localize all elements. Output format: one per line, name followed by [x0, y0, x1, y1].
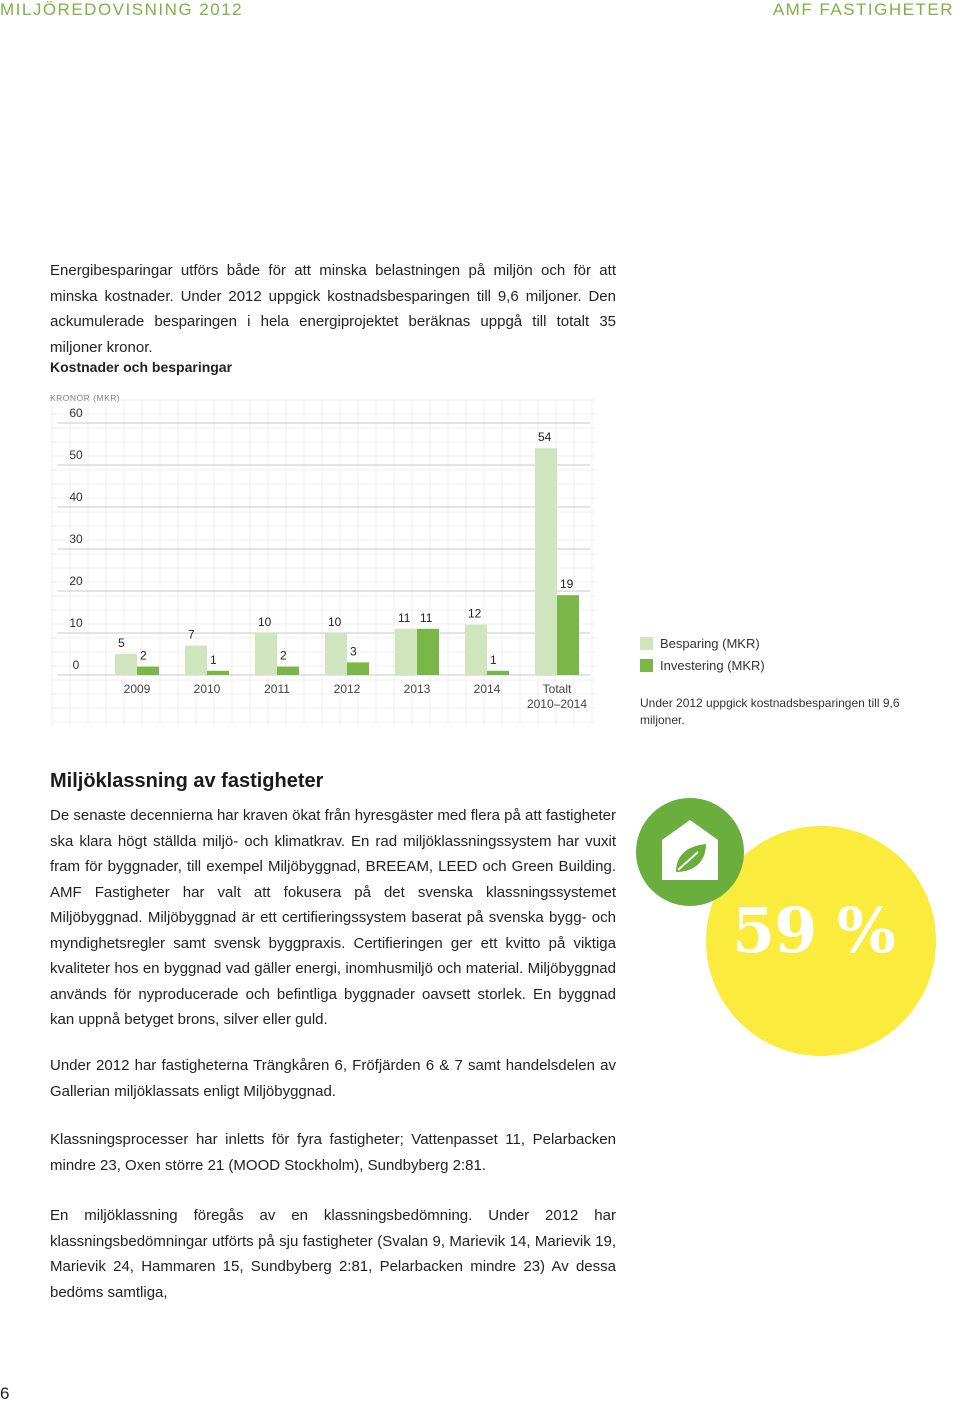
- certification-badge: [636, 798, 936, 1038]
- report-title-header: MILJÖREDOVISNING 2012: [0, 0, 244, 19]
- x-tick-label: Totalt: [542, 682, 572, 696]
- x-tick-label: 2012: [333, 682, 361, 696]
- data-label: 11: [420, 610, 433, 625]
- legend-item-besparing: [640, 632, 765, 654]
- data-label: 12: [468, 606, 482, 621]
- paragraph-classified-text: Under 2012 har fastigheterna Trängkåren 6, Fröfjärden 6 & 7 samt handelsdelen av Gallerian miljöklassats enligt Miljöbyggnad.: [50, 1057, 616, 1100]
- legend-item-investering: [640, 654, 765, 676]
- paragraph-assessment: [50, 1203, 616, 1305]
- data-label: 10: [258, 615, 272, 629]
- data-label: 2: [280, 648, 287, 663]
- bar-besparing: [535, 448, 557, 675]
- y-tick-label: 30: [69, 532, 83, 546]
- chart-title: Kostnader och besparingar: [50, 359, 233, 375]
- page-number: 6: [0, 1384, 10, 1403]
- company-name-header: AMF FASTIGHETER: [772, 0, 954, 19]
- y-tick-label: 0: [72, 658, 80, 672]
- paragraph-processes: [50, 1127, 616, 1178]
- bar-investering: [207, 671, 229, 675]
- bar-investering: [277, 667, 299, 675]
- x-tick-label: 2010: [193, 682, 221, 696]
- data-label: 54: [538, 430, 552, 445]
- intro-text: Energibesparingar utförs både för att minska belastningen på miljön och för att minska kostnader. Under 2012 uppgick kostnadsbesparingen till 9,6 miljoner. Den ackumulerade besparingen i hela energiprojektet beräknas uppgå till totalt 35 miljoner kronor.: [50, 262, 616, 356]
- bar-investering: [347, 662, 369, 675]
- section-body-text: De senaste decennierna har kraven ökat från hyresgäster med flera på att fastigheter ska klara högt ställda miljö- och klimatkrav. En rad miljöklassningssystem har vuxit fram för byggnader, till exempel Miljöbyggnad, BREEAM, LEED och Green Building. AMF Fastigheter har valt att fokusera på det svenska klassningssystemet Miljöbyggnad. Miljöbyggnad är ett certifieringssystem baserat på svenska bygg- och myndighetsregler samt svensk byggpraxis. Certifieringen ger ett kvitto på viktiga kvaliteter hos en byggnad vad gäller energi, inomhusmiljö och material. Miljöbyggnad används för nyproducerade och befintliga byggnader oavsett storlek. En byggnad kan uppnå betyget brons, silver eller guld.: [50, 807, 616, 1028]
- x-tick-label: 2014: [473, 682, 501, 696]
- bar-investering: [417, 629, 439, 675]
- bar-investering: [487, 671, 509, 675]
- chart-caption: Under 2012 uppgick kostnadsbesparingen till 9,6 miljoner.: [640, 696, 900, 727]
- legend-swatch-investering: [640, 659, 653, 672]
- data-label: 7: [188, 627, 195, 642]
- data-label: 2: [140, 648, 147, 663]
- intro-paragraph: [50, 258, 616, 360]
- paragraph-assessment-text: En miljöklassning föregås av en klassningsbedömning. Under 2012 har klassningsbedömningar utförts på sju fastigheter (Svalan 9, Marievik 14, Marievik 19, Marievik 24, Hammaren 15, Sundbyberg 2:81, Pelarbacken mindre 23) Av dessa bedöms samtliga,: [50, 1207, 616, 1301]
- y-tick-label: 60: [69, 406, 83, 420]
- bar-investering: [557, 595, 579, 675]
- bar-besparing: [465, 625, 487, 675]
- x-tick-label: 2009: [123, 682, 151, 696]
- bar-besparing: [395, 629, 417, 675]
- chart-y-axis-label: KRONOR (MKR): [50, 393, 121, 403]
- chart-legend: [640, 632, 765, 676]
- paragraph-processes-text: Klassningsprocesser har inletts för fyra fastigheter; Vattenpasset 11, Pelarbacken mindre 23, Oxen större 21 (MOOD Stockholm), Sundbyberg 2:81.: [50, 1131, 616, 1174]
- data-label: 19: [560, 577, 574, 592]
- y-tick-label: 40: [69, 490, 83, 504]
- x-tick-label: 2013: [403, 682, 431, 696]
- cost-savings-chart: [40, 395, 600, 725]
- legend-label-investering: Investering (MKR): [660, 657, 765, 673]
- section-heading: Miljöklassning av fastigheter: [50, 770, 324, 792]
- section-body-paragraph: [50, 803, 616, 1033]
- data-label: 1: [210, 652, 217, 667]
- x-tick-label: 2010–2014: [526, 697, 588, 711]
- bar-besparing: [185, 646, 207, 675]
- data-label: 5: [118, 636, 125, 650]
- y-tick-label: 20: [69, 574, 83, 588]
- x-tick-label: 2011: [264, 682, 290, 696]
- data-label: 10: [328, 615, 342, 629]
- bar-besparing: [325, 633, 347, 675]
- paragraph-classified: [50, 1053, 616, 1104]
- bar-besparing: [255, 633, 277, 675]
- bar-besparing: [115, 654, 137, 675]
- house-leaf-icon: [636, 798, 744, 906]
- data-label: 3: [350, 644, 357, 659]
- data-label: 1: [490, 652, 497, 667]
- legend-label-besparing: Besparing (MKR): [660, 635, 760, 651]
- data-label: 11: [398, 610, 411, 625]
- y-tick-label: 50: [69, 448, 83, 462]
- percent-value: 59 %: [732, 894, 895, 967]
- bar-investering: [137, 667, 159, 675]
- legend-swatch-besparing: [640, 637, 653, 650]
- y-tick-label: 10: [69, 616, 83, 630]
